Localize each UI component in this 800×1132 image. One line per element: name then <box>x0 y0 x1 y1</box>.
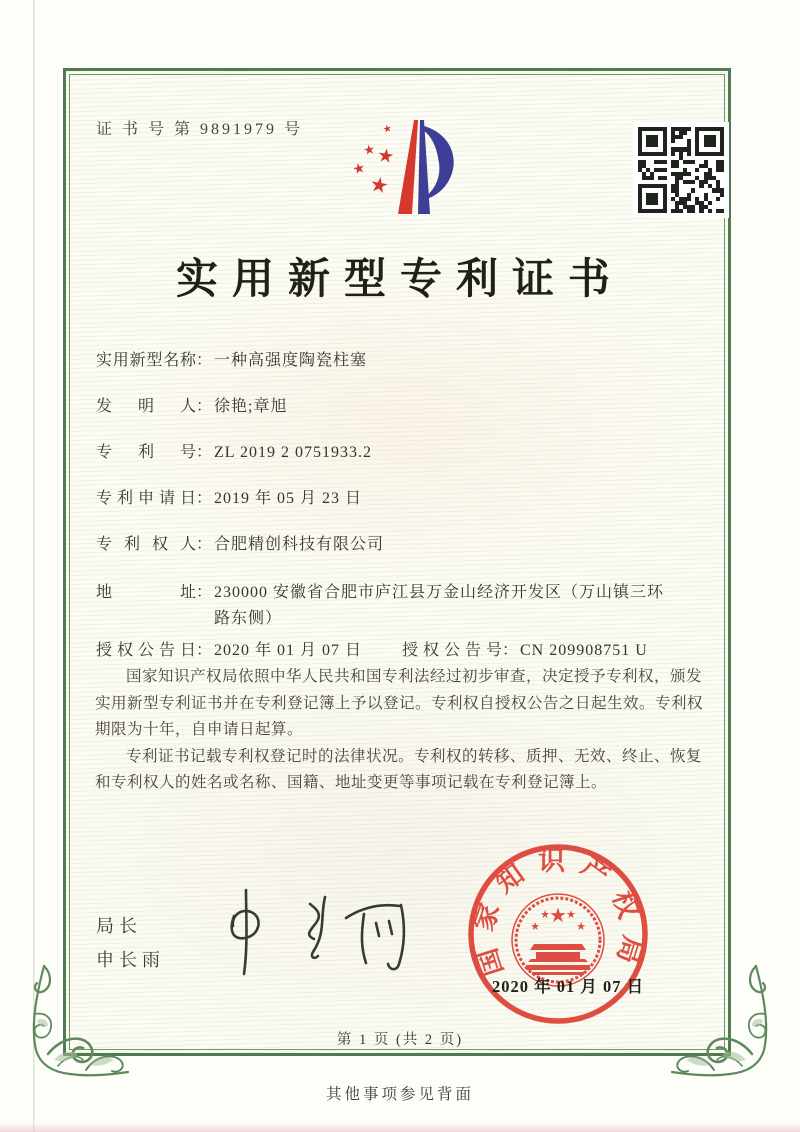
svg-text:★: ★ <box>576 920 586 933</box>
svg-text:★: ★ <box>375 143 396 169</box>
field-patent-number <box>96 442 716 464</box>
svg-text:★: ★ <box>530 920 540 933</box>
field-label: 发明人 <box>96 398 196 415</box>
field-value: 2020 年 01 月 07 日 <box>214 642 363 659</box>
national-ipa-seal-icon <box>462 838 654 1030</box>
svg-text:★: ★ <box>381 123 394 136</box>
field-grant-number <box>402 640 648 662</box>
colon: ： <box>196 642 213 659</box>
field-label: 实用新型名称 <box>96 352 196 369</box>
field-value: 一种高强度陶瓷柱塞 <box>214 352 368 369</box>
legal-text <box>95 664 711 797</box>
field-inventor <box>96 396 716 418</box>
back-side-note: 其他事项参见背面 <box>325 1086 474 1103</box>
colon: ： <box>196 352 213 369</box>
field-label: 专利申请日 <box>96 490 196 507</box>
certificate-number: 证 书 号 第 9891979 号 <box>96 121 304 138</box>
field-value: 230000 安徽省合肥市庐江县万金山经济开发区（万山镇三环路东侧） <box>214 584 665 627</box>
field-list <box>96 350 716 686</box>
colon: ： <box>196 584 213 601</box>
colon: ： <box>502 642 519 659</box>
certificate-title: 实用新型专利证书 <box>175 257 624 303</box>
qr-code <box>633 122 729 218</box>
colon: ： <box>196 398 213 415</box>
signer-title: 局长 <box>96 916 142 936</box>
field-grant-date-and-number <box>96 640 716 662</box>
colon: ： <box>196 444 213 461</box>
field-label: 专利号 <box>96 444 196 461</box>
svg-text:★: ★ <box>549 903 567 927</box>
field-label: 专利权人 <box>96 536 196 553</box>
seal-ring-text: 国家知识产权局 <box>468 845 648 980</box>
legal-paragraph: 国家知识产权局依照中华人民共和国专利法经过初步审查，决定授予专利权，颁发实用新型专利证书并在专利登记簿上予以登记。专利权自授权公告之日起生效。专利权期限为十年，自申请日起算。 <box>95 668 704 738</box>
svg-text:★: ★ <box>367 171 391 199</box>
field-label: 地址 <box>96 584 196 601</box>
svg-text:★: ★ <box>362 142 377 159</box>
field-value: 合肥精创科技有限公司 <box>214 536 385 553</box>
field-utility-model-name <box>96 350 716 372</box>
legal-paragraph: 专利证书记载专利权登记时的法律状况。专利权的转移、质押、无效、终止、恢复和专利权人的姓名或名称、国籍、地址变更等事项记载在专利登记簿上。 <box>95 747 703 791</box>
page-number: 第 1 页 (共 2 页) <box>336 1032 464 1048</box>
grant-date-stamp: 2020 年 01 月 07 日 <box>492 977 645 996</box>
colon: ： <box>196 536 213 553</box>
field-value: CN 209908751 U <box>520 642 648 659</box>
field-address <box>96 580 716 632</box>
svg-text:★: ★ <box>540 908 550 921</box>
field-filing-date <box>96 488 716 510</box>
field-value: ZL 2019 2 0751933.2 <box>214 444 372 461</box>
colon: ： <box>196 490 213 507</box>
field-label: 授权公告日 <box>96 642 196 659</box>
signer-name: 申长雨 <box>96 950 165 970</box>
field-patentee <box>96 534 716 556</box>
field-value: 徐艳;章旭 <box>214 398 288 415</box>
field-value: 2019 年 05 月 23 日 <box>214 490 363 507</box>
corner-flourish-icon <box>20 962 130 1084</box>
director-signature-icon <box>218 884 428 980</box>
corner-flourish-icon <box>670 962 780 1084</box>
svg-text:★: ★ <box>351 159 368 179</box>
cnipa-logo-icon <box>342 110 460 228</box>
svg-text:★: ★ <box>566 908 576 921</box>
field-label: 授权公告号 <box>402 642 502 659</box>
